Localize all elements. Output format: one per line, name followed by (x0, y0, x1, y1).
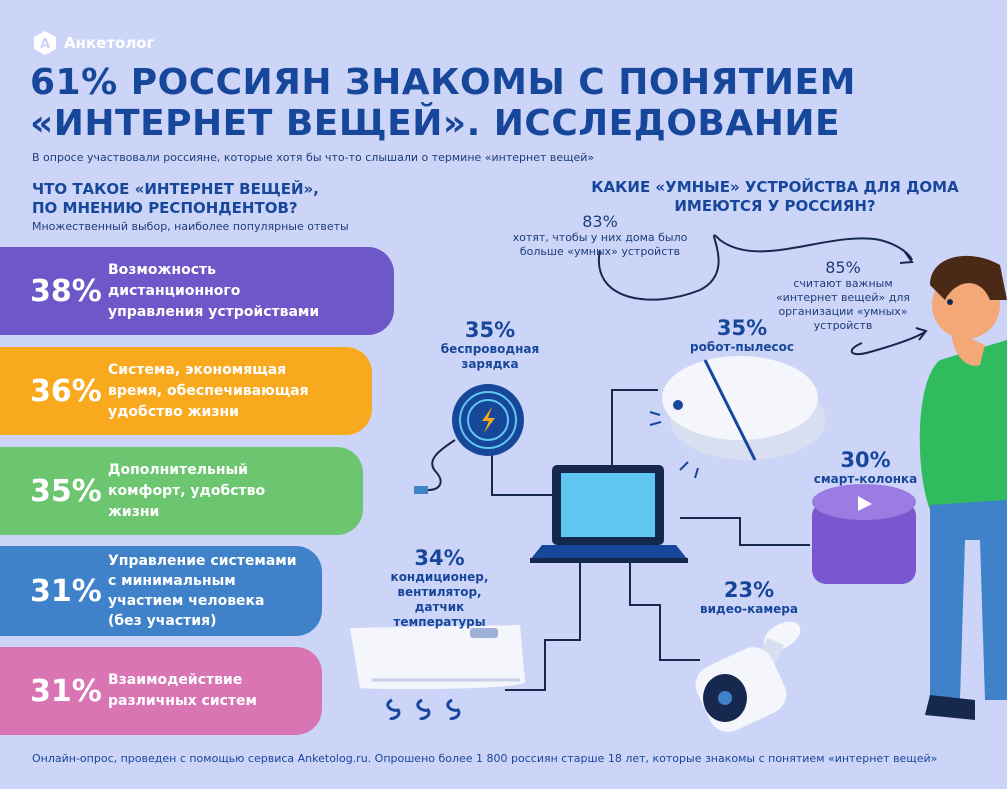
answer-line: удобство жизни (108, 403, 239, 420)
device-camera-label (684, 578, 814, 617)
page-title-line1: 61% РОССИЯН ЗНАКОМЫ С ПОНЯТИЕМ (30, 62, 856, 103)
right-heading (570, 178, 980, 216)
answer-line: дистанционного (108, 282, 241, 299)
answer-card (0, 347, 372, 435)
video-camera (689, 616, 805, 739)
note-line: «интернет вещей» для (775, 291, 911, 304)
wireless-charger (414, 384, 524, 494)
answer-card (0, 447, 363, 535)
device-vacuum-label (672, 316, 812, 355)
answer-percent: 36% (30, 373, 102, 409)
note-percent: 83% (582, 212, 618, 231)
laptop (530, 465, 688, 563)
device-line: робот-пылесос (690, 340, 794, 354)
note-line: больше «умных» устройств (519, 245, 681, 258)
answer-text (108, 551, 297, 631)
left-heading-line1: ЧТО ТАКОЕ «ИНТЕРНЕТ ВЕЩЕЙ», (32, 180, 319, 198)
answer-line: (без участия) (108, 613, 217, 629)
device-percent: 23% (723, 578, 775, 602)
brand-logo-icon (32, 30, 58, 56)
note-line: хотят, чтобы у них дома было (512, 231, 688, 244)
answer-line: Взаимодействие (108, 672, 243, 688)
answer-line: жизни (108, 503, 160, 520)
answer-line: время, обеспечивающая (108, 382, 309, 399)
note-line: считают важным (793, 277, 893, 290)
device-speaker-label (798, 448, 933, 487)
device-charger-label (420, 318, 560, 372)
answer-percent: 31% (30, 573, 102, 609)
device-percent: 34% (414, 546, 465, 570)
thinking-person (920, 256, 1007, 720)
answer-card (0, 647, 322, 735)
page-subtitle: В опросе участвовали россияне, которые хотя бы что-то слышали о термине «интернет вещей» (32, 151, 595, 164)
device-line: беспроводная (440, 342, 540, 356)
answer-card (0, 247, 394, 335)
answer-line: Дополнительный (108, 461, 248, 478)
answer-line: управления устройствами (108, 303, 320, 320)
answer-line: Управление системами (108, 553, 297, 569)
answer-percent: 35% (30, 473, 102, 509)
left-heading-line2: ПО МНЕНИЮ РЕСПОНДЕНТОВ? (32, 199, 298, 217)
note-line: устройств (813, 319, 873, 332)
device-line: вентилятор, датчик (397, 585, 482, 614)
right-heading-line1: КАКИЕ «УМНЫЕ» УСТРОЙСТВА ДЛЯ ДОМА (591, 178, 959, 196)
left-heading (32, 180, 372, 218)
answer-line: Система, экономящая (108, 361, 287, 378)
answer-text (108, 360, 309, 423)
smart-speaker (812, 484, 916, 584)
answer-text (108, 670, 257, 712)
answer-percent: 31% (30, 673, 102, 709)
answer-line: с минимальным (108, 573, 236, 589)
note-line: организации «умных» (778, 305, 908, 318)
left-note: Множественный выбор, наиболее популярные ответы (32, 220, 349, 233)
page-title (30, 62, 930, 144)
air-conditioner (350, 625, 525, 719)
answer-percent: 38% (30, 273, 102, 309)
answer-text (108, 260, 319, 323)
answer-line: комфорт, удобство (108, 482, 266, 499)
answer-line: участием человека (108, 593, 265, 609)
answer-card (0, 546, 322, 636)
device-line: видео-камера (700, 602, 798, 616)
device-line: температуры (393, 615, 486, 629)
right-heading-line2: ИМЕЮТСЯ У РОССИЯН? (674, 197, 876, 215)
page-title-line2: «ИНТЕРНЕТ ВЕЩЕЙ». ИССЛЕДОВАНИЕ (30, 103, 841, 144)
brand-logo (32, 30, 154, 56)
note-more-devices (490, 212, 710, 259)
svg-text:А: А (39, 37, 51, 52)
device-line: кондиционер, (390, 570, 489, 584)
device-percent: 35% (464, 318, 516, 342)
answer-line: Возможность (108, 261, 216, 278)
note-percent: 85% (825, 258, 861, 277)
answer-line: различных систем (108, 693, 257, 709)
device-ac-label (372, 546, 507, 630)
brand-name: Анкетолог (64, 34, 155, 52)
footer-note: Онлайн-опрос, проведен с помощью сервиса Anketolog.ru. Опрошено более 1 800 россиян старше 18 лет, которые знакомы с понятием «интернет вещей» (32, 752, 938, 765)
device-percent: 30% (840, 448, 891, 472)
device-line: зарядка (461, 357, 519, 371)
device-line: смарт-колонка (813, 472, 918, 486)
answer-text (108, 460, 265, 523)
device-percent: 35% (716, 316, 768, 340)
